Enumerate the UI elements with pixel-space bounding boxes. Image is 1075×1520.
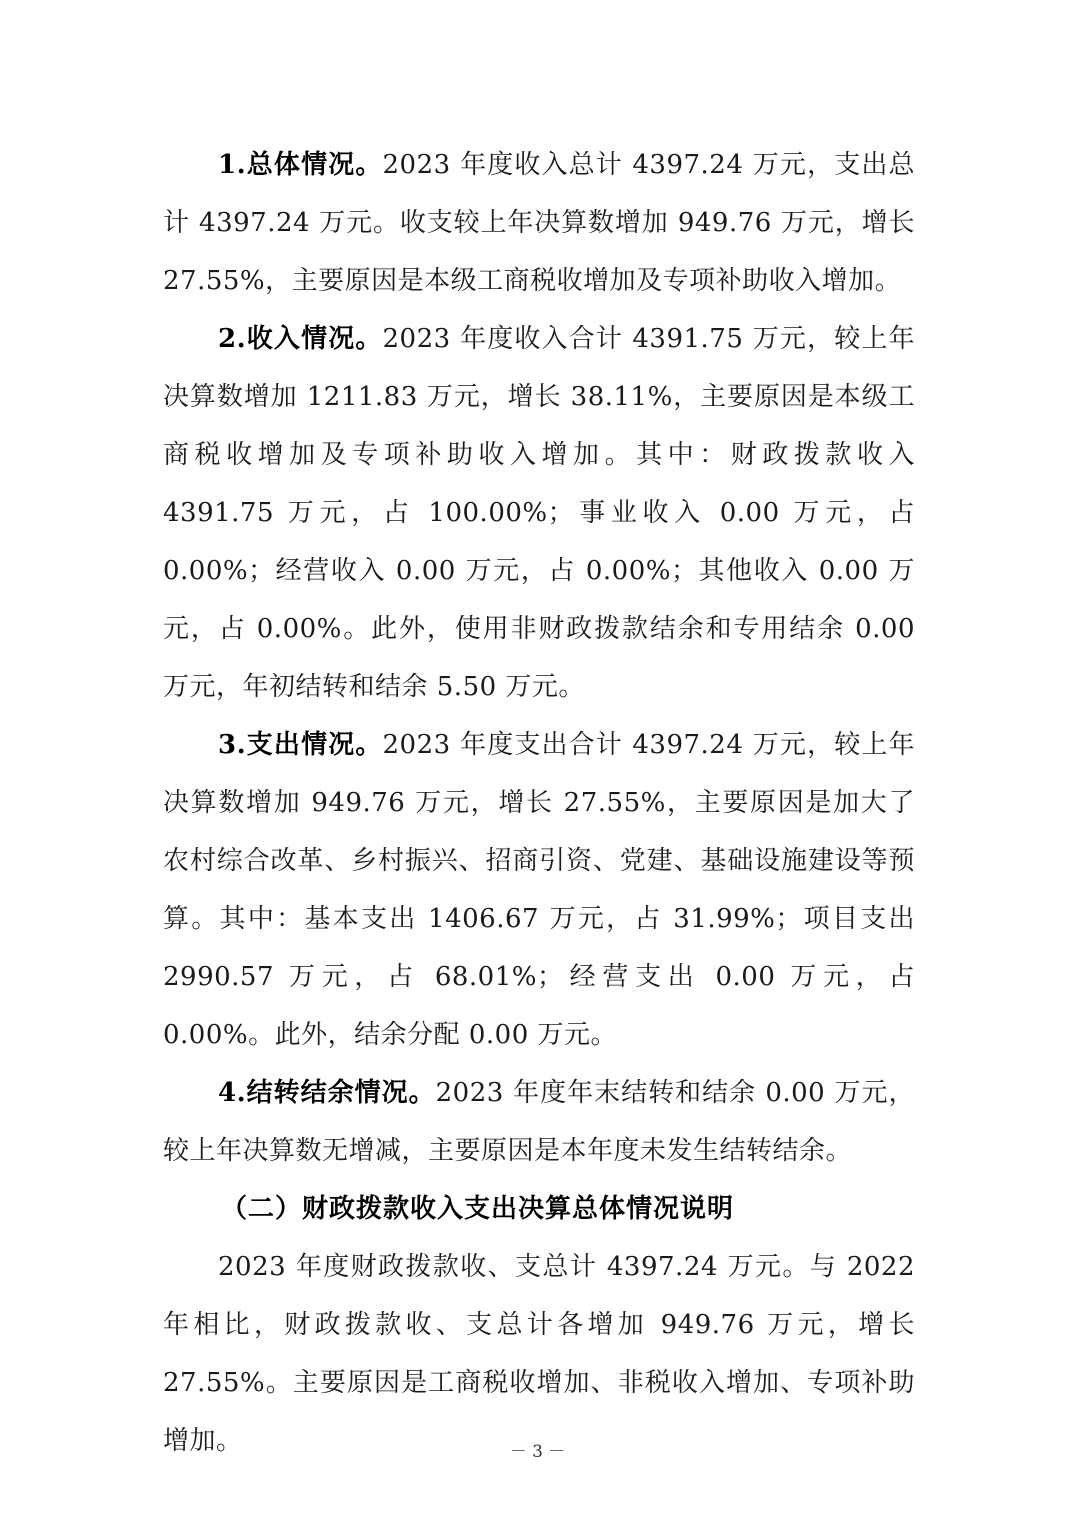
paragraph-text: 2023 年度支出合计 4397.24 万元，较上年决算数增加 949.76 万元，增长 27.55%，主要原因是加大了农村综合改革、乡村振兴、招商引资、党建、基础设施建设等预算。其中：基本支出 1406.67 万元，占 31.99%；项目支出 2990.57 万元，占 68.01%；经营支出 0.00 万元，占 0.00%。此外，结余分配 0.00 万元。 bbox=[163, 730, 915, 1050]
page-number: － 3 － bbox=[509, 1442, 566, 1462]
paragraph-text: 2023 年度年末结转和结余 0.00 万元，较上年决算数无增减，主要原因是本年度未发生结转结余。 bbox=[163, 1078, 915, 1166]
paragraph-lead: 1.总体情况。 bbox=[218, 150, 383, 180]
paragraph-lead: 3.支出情况。 bbox=[218, 730, 383, 760]
paragraph-text: 2023 年度收入总计 4397.24 万元，支出总计 4397.24 万元。收支较上年决算数增加 949.76 万元，增长 27.55%，主要原因是本级工商税收增加及专项补助收入增加。 bbox=[163, 150, 915, 296]
paragraph-lead: 2.收入情况。 bbox=[218, 324, 383, 354]
paragraph-fiscal-appropriation: 2023 年度财政拨款收、支总计 4397.24 万元。与 2022 年相比，财政拨款收、支总计各增加 949.76 万元，增长 27.55%。主要原因是工商税收增加、非税收入增加、专项补助增加。 bbox=[163, 1252, 915, 1456]
paragraph-overall bbox=[163, 136, 915, 310]
paragraph-income bbox=[163, 310, 915, 716]
paragraph-expenditure bbox=[163, 716, 915, 1064]
paragraph-carryover bbox=[163, 1064, 915, 1180]
paragraph-lead: 4.结转结余情况。 bbox=[218, 1078, 436, 1108]
body-text bbox=[163, 136, 915, 1470]
section-heading: （二）财政拨款收入支出决算总体情况说明 bbox=[221, 1194, 735, 1224]
paragraph-text: 2023 年度收入合计 4391.75 万元，较上年决算数增加 1211.83 万元，增长 38.11%，主要原因是本级工商税收增加及专项补助收入增加。其中：财政拨款收入 4391.75 万元，占 100.00%；事业收入 0.00 万元，占 0.00%；经营收入 0.00 万元，占 0.00%；其他收入 0.00 万元，占 0.00%。此外，使用非财政拨款结余和专用结余 0.00 万元，年初结转和结余 5.50 万元。 bbox=[163, 324, 915, 702]
